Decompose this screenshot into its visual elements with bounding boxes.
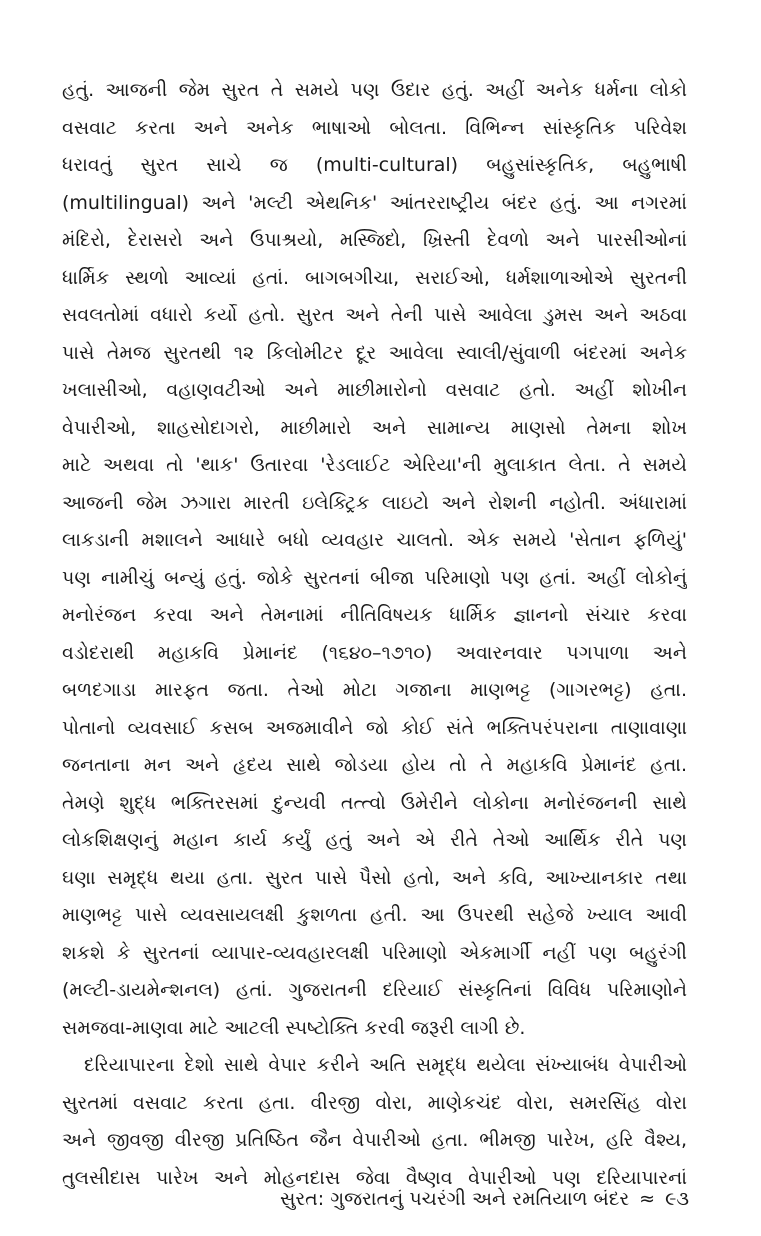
- running-footer: [280, 1184, 689, 1214]
- text-line: વડોદરાથી મહાકવિ પ્રેમાનંદ (૧૬૪૦–૧૭૧૦) અવારનવાર પગપાળા અને: [62, 641, 687, 664]
- text-line: (મલ્ટી-ડાયમેન્શનલ) હતાં. ગુજરાતની દરિયાઈ સંસ્કૃતિનાં વિવિધ પરિમાણોને: [62, 979, 687, 1001]
- page-number: ૯૩: [665, 1188, 689, 1210]
- text-line: સમજવા-માણવા માટે આટલી સ્પષ્ટોક્તિ કરવી જરૂરી લાગી છે.: [62, 1016, 526, 1039]
- text-line: ખલાસીઓ, વહાણવટીઓ અને માછીમારોનો વસવાટ હતો. અહીં શોખીન: [62, 379, 687, 401]
- text-line: આજની જેમ ઝગારા મારતી ઇલેક્ટ્રિક લાઇટો અને રોશની નહોતી. અંધારામાં: [62, 491, 687, 514]
- text-line: તેમણે શુદ્ધ ભક્તિરસમાં દુન્યવી તત્ત્વો ઉમેરીને લોકોના મનોરંજનની સાથે: [62, 791, 687, 814]
- text-line: અને જીવજી વીરજી પ્રતિષ્ઠિત જૈન વેપારીઓ હતા. ભીમજી પારેખ, હરિ વૈશ્ય,: [62, 1129, 687, 1151]
- text-line: પોતાનો વ્યવસાઈ કસબ અજમાવીને જો કોઈ સંતે ભક્તિપરંપરાના તાણાવાણા: [62, 716, 687, 739]
- text-line: દરિયાપારના દેશો સાથે વેપાર કરીને અતિ સમૃદ્ધ થયેલા સંખ્યાબંધ વેપારીઓ: [84, 1054, 687, 1076]
- text-line: સુરતમાં વસવાટ કરતા હતા. વીરજી વોરા, માણેકચંદ વોરા, સમરસિંહ વોરા: [62, 1091, 687, 1114]
- text-line: શકશે કે સુરતનાં વ્યાપાર-વ્યવહારલક્ષી પરિમાણો એકમાર્ગી નહીં પણ બહુરંગી: [62, 941, 687, 964]
- paragraph-1: [62, 72, 687, 1047]
- text-line: ધરાવતું સુરત સાચે જ (multi-cultural) બહુસાંસ્કૃતિક, બહુભાષી: [62, 154, 687, 176]
- footer-separator: ≈: [639, 1188, 656, 1210]
- page-body: [62, 72, 687, 1189]
- text-line: લાકડાની મશાલને આધારે બધો વ્યવહાર ચાલતો. એક સમયે 'સેતાન ફળિયું': [62, 529, 687, 551]
- text-line: લોકશિક્ષણનું મહાન કાર્ય કર્યું હતું અને એ રીતે તેઓ આર્થિક રીતે પણ: [62, 829, 687, 851]
- text-line: (multilingual) અને 'મલ્ટી એથનિક' આંતરરાષ્ટ્રીય બંદર હતું. આ નગરમાં: [62, 191, 687, 214]
- text-line: વેપારીઓ, શાહસોદાગરો, માછીમારો અને સામાન્ય માણસો તેમના શોખ: [62, 416, 687, 439]
- text-line: જનતાના મન અને હૃદય સાથે જોડયા હોય તો તે મહાકવિ પ્રેમાનંદ હતા.: [62, 754, 687, 776]
- text-line: માણભટ્ટ પાસે વ્યવસાયલક્ષી કુશળતા હતી. આ ઉપરથી સહેજે ખ્યાલ આવી: [62, 904, 687, 926]
- footer-title: સુરત: ગુજરાતનું પચરંગી અને રમતિયાળ બંદર: [279, 1188, 630, 1210]
- text-line: ધાર્મિક સ્થળો આવ્યાં હતાં. બાગબગીચા, સરાઈઓ, ધર્મશાળાઓએ સુરતની: [62, 266, 687, 289]
- text-line: હતું. આજની જેમ સુરત તે સમયે પણ ઉદાર હતું. અહીં અનેક ધર્મના લોકો: [62, 79, 687, 101]
- text-line: મંદિરો, દેરાસરો અને ઉપાશ્રયો, મસ્જિદો, ખ્રિસ્તી દેવળો અને પારસીઓનાં: [62, 229, 687, 251]
- text-line: તુલસીદાસ પારેખ અને મોહનદાસ જેવા વૈષ્ણવ વેપારીઓ પણ દરિયાપારનાં: [62, 1166, 687, 1189]
- text-line: પાસે તેમજ સુરતથી ૧૨ કિલોમીટર દૂર આવેલા સ્વાલી/સુંવાળી બંદરમાં અનેક: [62, 341, 687, 364]
- text-line: પણ નામીચું બન્યું હતું. જોકે સુરતનાં બીજા પરિમાણો પણ હતાં. અહીં લોકોનું: [62, 566, 687, 589]
- text-line: સવલતોમાં વધારો કર્યો હતો. સુરત અને તેની પાસે આવેલા ડુમસ અને અઠવા: [62, 304, 687, 326]
- text-line: ઘણા સમૃદ્ધ થયા હતા. સુરત પાસે પૈસો હતો, અને કવિ, આખ્યાનકાર તથા: [62, 866, 687, 889]
- paragraph-2: [62, 1047, 687, 1197]
- text-line: બળદગાડા મારફત જતા. તેઓ મોટા ગજાના માણભટ્ટ (ગાગરભટ્ટ) હતા.: [62, 679, 687, 701]
- text-line: વસવાટ કરતા અને અનેક ભાષાઓ બોલતા. વિભિન્ન સાંસ્કૃતિક પરિવેશ: [62, 116, 687, 139]
- page-footer: [0, 1184, 761, 1214]
- text-line: માટે અથવા તો 'થાક' ઉતારવા 'રેડલાઈટ એરિયા'ની મુલાકાત લેતા. તે સમયે: [62, 454, 687, 476]
- text-line: મનોરંજન કરવા અને તેમનામાં નીતિવિષયક ધાર્મિક જ્ઞાનનો સંચાર કરવા: [62, 604, 687, 626]
